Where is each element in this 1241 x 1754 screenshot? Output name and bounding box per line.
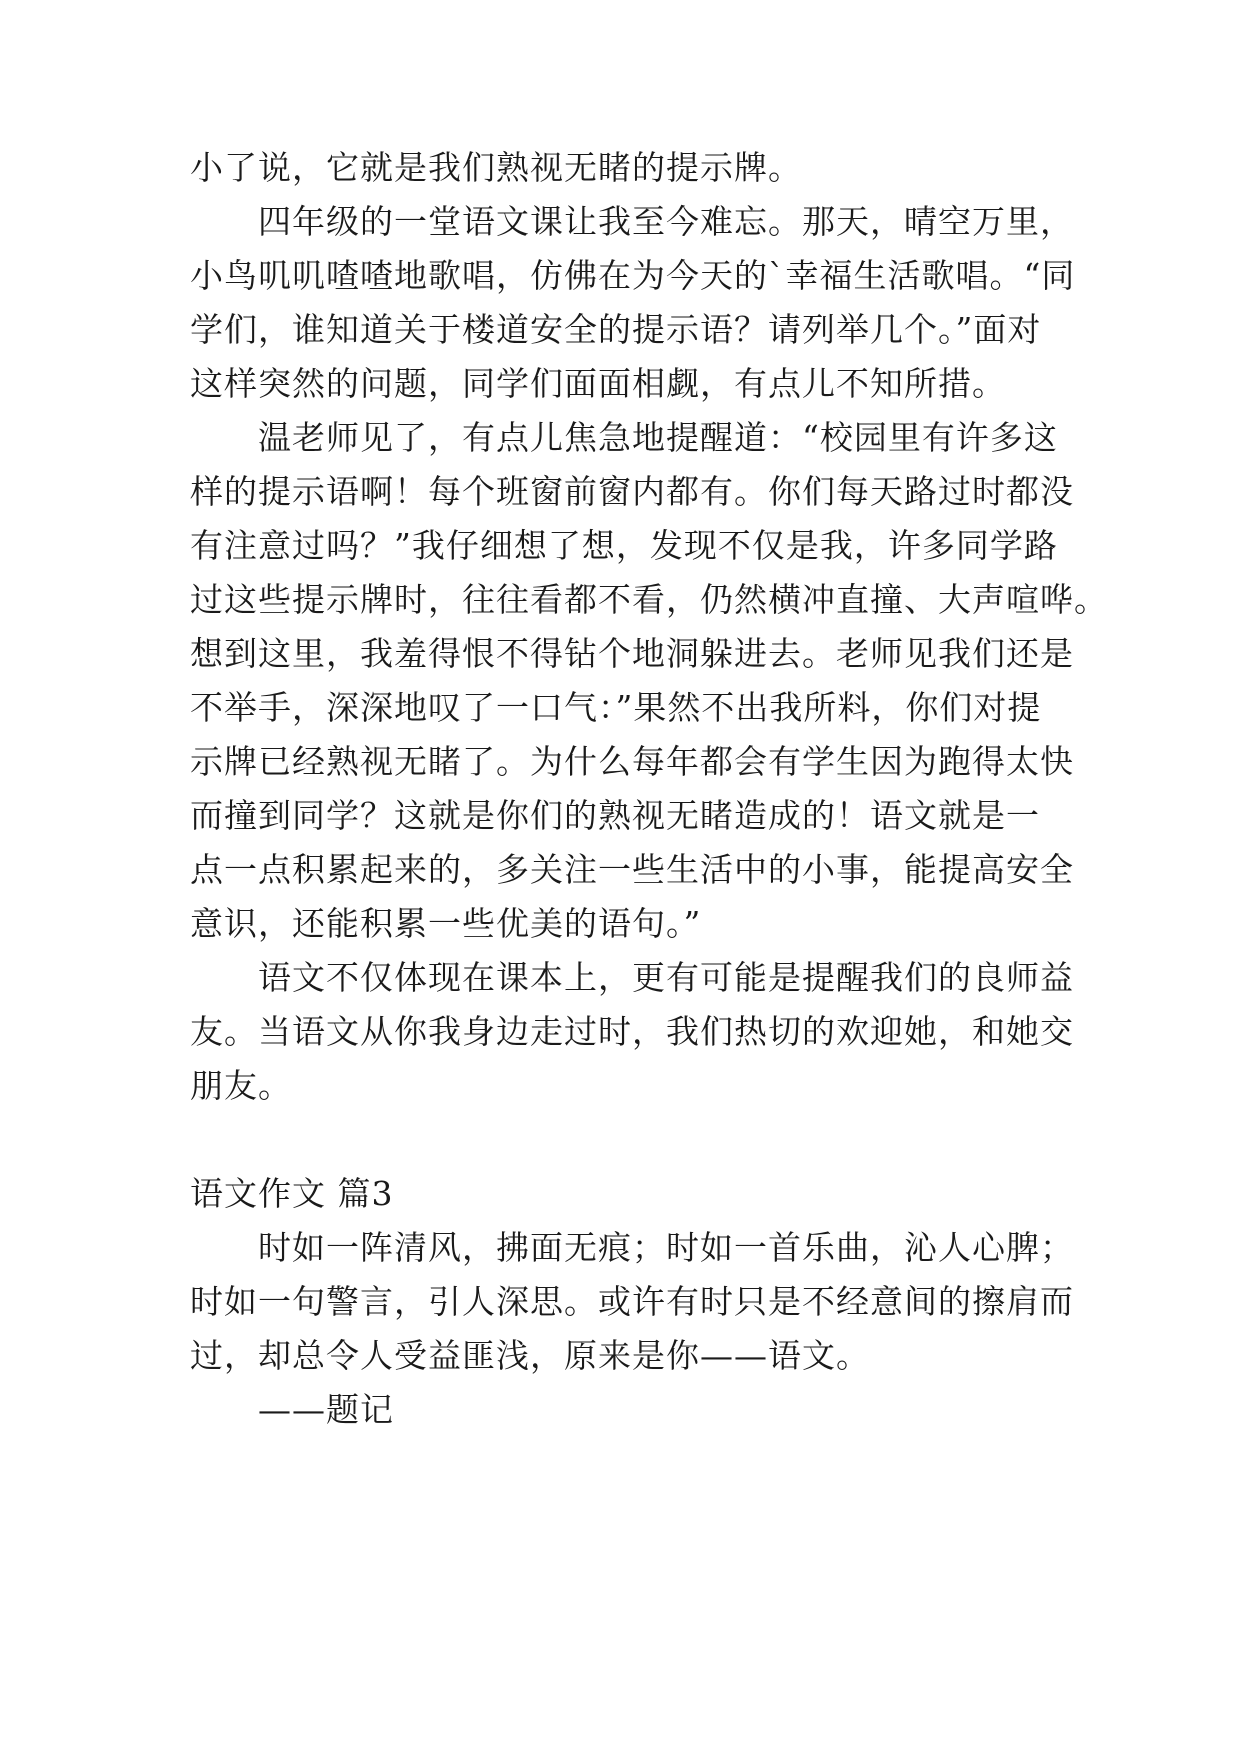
- text-line: 而撞到同学？这就是你们的熟视无睹造成的！语文就是一: [190, 796, 1040, 835]
- text-line: 四年级的一堂语文课让我至今难忘。那天，晴空万里，: [258, 202, 1074, 241]
- text-line: 样的提示语啊！每个班窗前窗内都有。你们每天路过时都没: [190, 472, 1074, 511]
- text-line: 时如一句警言，引人深思。或许有时只是不经意间的擦肩而: [190, 1282, 1074, 1321]
- text-line: 学们，谁知道关于楼道安全的提示语？请列举几个。”面对: [190, 310, 1042, 349]
- text-line: 意识，还能积累一些优美的语句。”: [190, 904, 702, 943]
- text-line: 示牌已经熟视无睹了。为什么每年都会有学生因为跑得太快: [190, 742, 1074, 781]
- text-line: 有注意过吗？”我仔细想了想，发现不仅是我，许多同学路: [190, 526, 1058, 565]
- text-line: 过这些提示牌时，往往看都不看，仍然横冲直撞、大声喧哗。: [190, 580, 1108, 619]
- text-line: 朋友。: [190, 1066, 292, 1105]
- text-line: 点一点积累起来的，多关注一些生活中的小事，能提高安全: [190, 850, 1074, 889]
- text-line: 这样突然的问题，同学们面面相觑，有点儿不知所措。: [190, 364, 1006, 403]
- text-line: 过，却总令人受益匪浅，原来是你——语文。: [190, 1336, 870, 1375]
- text-line: 小了说，它就是我们熟视无睹的提示牌。: [190, 148, 802, 187]
- text-line: 时如一阵清风，拂面无痕；时如一首乐曲，沁人心脾；: [258, 1228, 1074, 1267]
- text-line: 小鸟叽叽喳喳地歌唱，仿佛在为今天的`幸福生活歌唱。“同: [190, 256, 1076, 295]
- section-heading: 语文作文 篇3: [190, 1174, 394, 1213]
- text-line: 温老师见了，有点儿焦急地提醒道：“校园里有许多这: [258, 418, 1058, 457]
- epigraph-attribution: ——题记: [258, 1390, 394, 1429]
- text-line: 语文不仅体现在课本上，更有可能是提醒我们的良师益: [258, 958, 1074, 997]
- text-line: 不举手，深深地叹了一口气：”果然不出我所料，你们对提: [190, 688, 1042, 727]
- text-line: 友。当语文从你我身边走过时，我们热切的欢迎她，和她交: [190, 1012, 1074, 1051]
- text-line: 想到这里，我羞得恨不得钻个地洞躲进去。老师见我们还是: [190, 634, 1074, 673]
